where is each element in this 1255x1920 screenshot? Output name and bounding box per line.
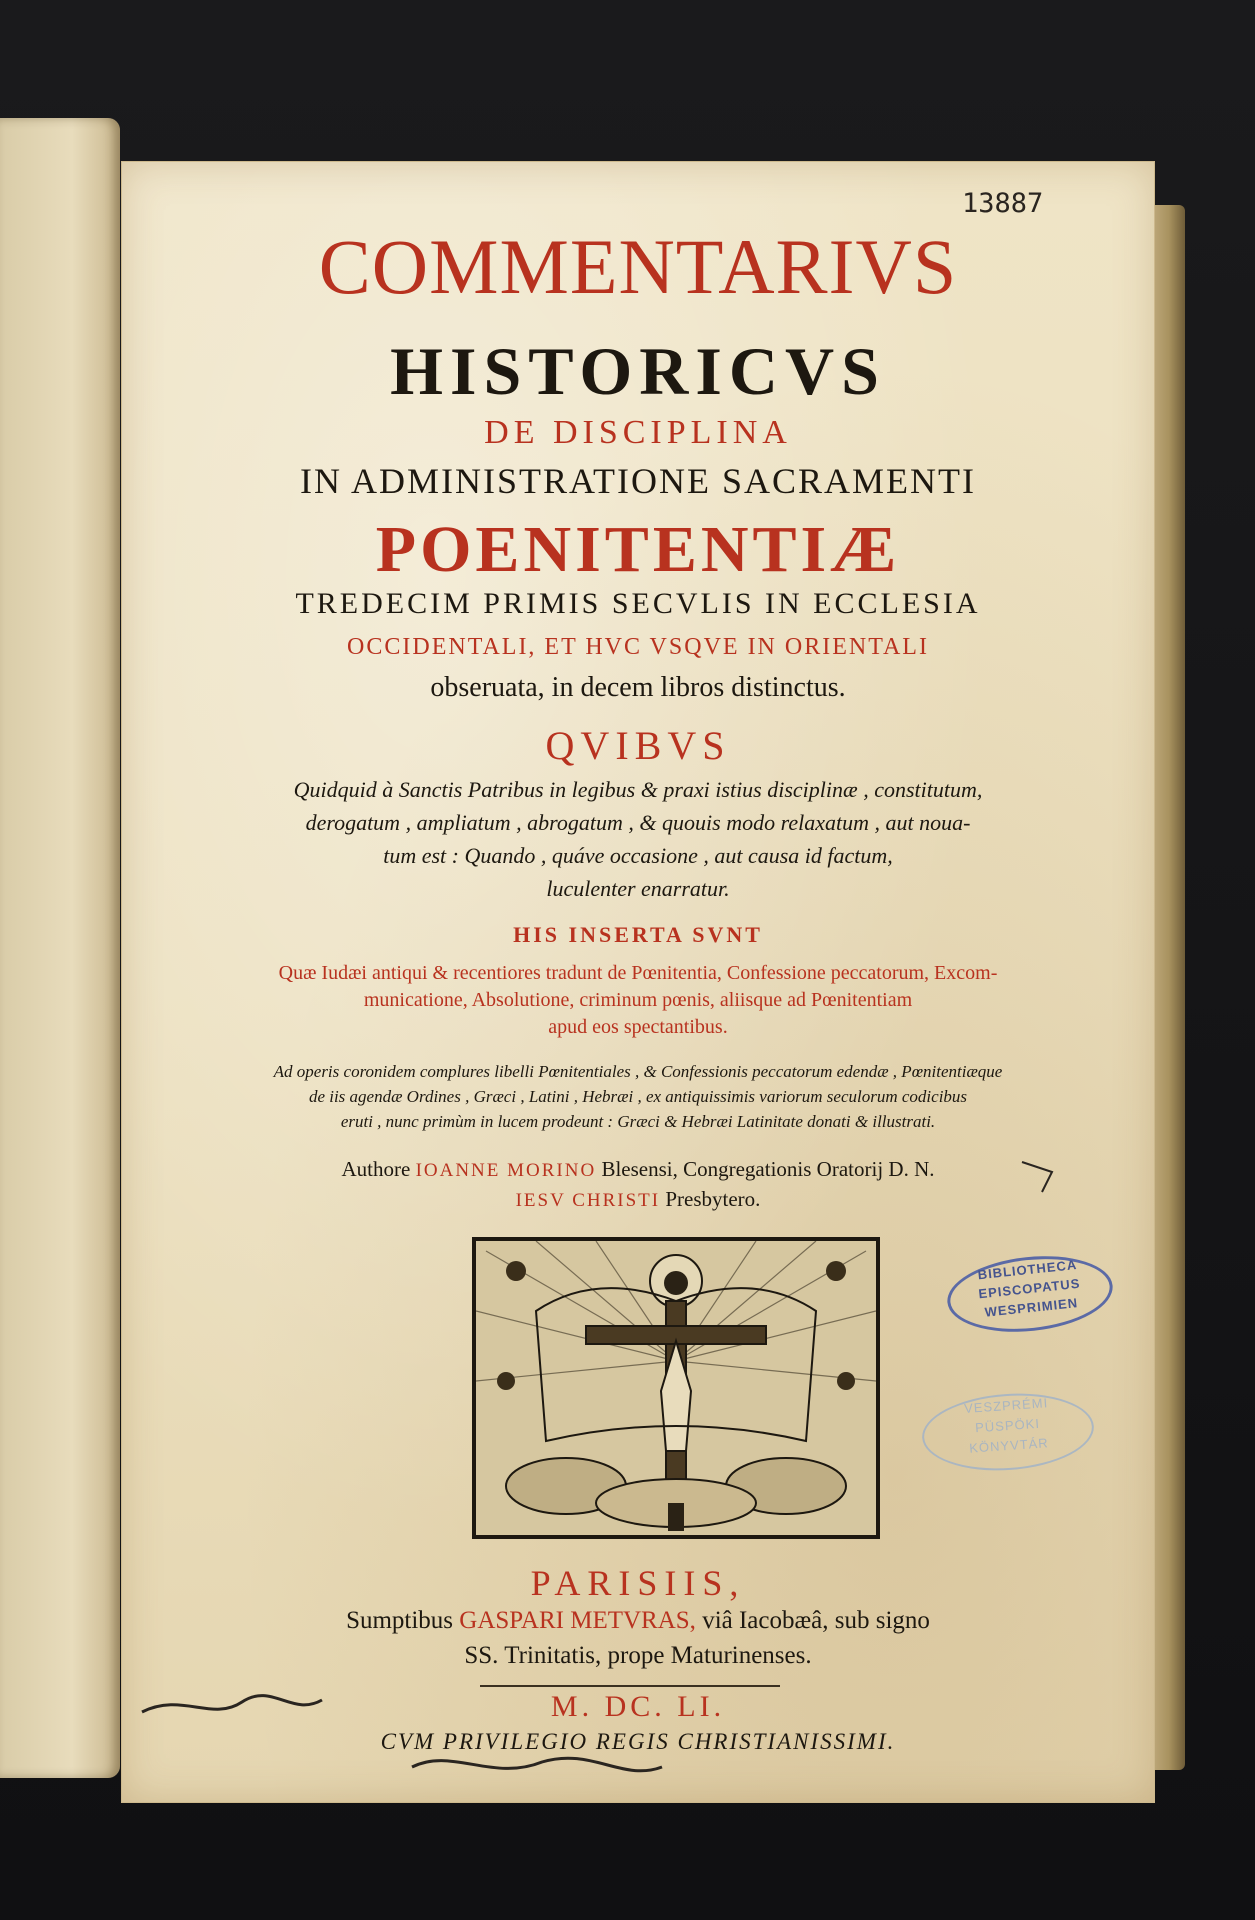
stamp-line: PÜSPÖKI (974, 1415, 1041, 1436)
title-line-2: HISTORICVS (390, 333, 886, 409)
trinity-woodcut-image (472, 1237, 880, 1539)
inserta-line: Quæ Iudæi antiqui & recentiores tradunt de Pœnitentia, Confessione peccatorum, Excom- (278, 962, 998, 984)
quibus-line: luculenter enarratur. (546, 876, 730, 901)
title-page (122, 162, 1154, 1802)
divider-rule (480, 1685, 780, 1687)
title-line-5: POENITENTIÆ (375, 513, 901, 586)
inserta-line: municatione, Absolutione, criminum pœnis, aliisque ad Pœnitentiam (363, 989, 913, 1011)
privilege-line: CVM PRIVILEGIO REGIS CHRISTIANISSIMI. (380, 1729, 896, 1754)
title-line-6: TREDECIM PRIMIS SECVLIS IN ECCLESIA (295, 587, 981, 620)
author-prefix: Authore (341, 1157, 411, 1181)
imprint-line-1 (122, 1607, 1154, 1635)
title-line-1: COMMENTARIVS (318, 223, 958, 310)
author-line-1 (122, 1157, 1154, 1182)
stamp-line: EPISCOPATUS (977, 1275, 1082, 1302)
facing-page-edge (0, 118, 120, 1778)
quibus-heading: QVIBVS (545, 723, 731, 768)
quibus-line: Quidquid à Sanctis Patribus in legibus & praxi istius disciplinæ , constitutum, (293, 777, 983, 802)
author-line-2 (122, 1187, 1154, 1212)
author-name: IOANNE MORINO (415, 1160, 597, 1181)
appendix-line: Ad operis coronidem complures libelli Pœnitentiales , & Confessionis peccatorum edendæ , Pœnitentiæque (273, 1062, 1003, 1081)
stamp-line: VESZPRÉMI (963, 1395, 1049, 1416)
author-suffix: Blesensi, Congregationis Oratorij D. N. (601, 1157, 935, 1181)
imprint-publisher: GASPARI METVRAS, (459, 1607, 696, 1634)
appendix-line: eruti , nunc primùm in lucem prodeunt : Græci & Hebræi Latinitate donati & illustrati. (340, 1112, 936, 1131)
quibus-line: derogatum , ampliatum , abrogatum , & quouis modo relaxatum , aut noua- (305, 810, 971, 835)
author-name-2: IESV CHRISTI (515, 1190, 661, 1211)
imprint-line-2: SS. Trinitatis, prope Maturinenses. (464, 1642, 812, 1669)
imprint-year: M. DC. LI. (550, 1690, 726, 1723)
title-line-4: IN ADMINISTRATIONE SACRAMENTI (300, 461, 976, 501)
shelfmark-number: 13887 (962, 188, 1044, 219)
inserta-heading: HIS INSERTA SVNT (513, 922, 763, 947)
quibus-line: tum est : Quando , quáve occasione , aut causa id factum, (383, 843, 893, 868)
inserta-line: apud eos spectantibus. (548, 1016, 728, 1038)
stamp-line: BIBLIOTHECA (977, 1256, 1078, 1283)
imprint-suffix: viâ Iacobæâ, sub signo (702, 1607, 930, 1634)
title-line-3: DE DISCIPLINA (484, 414, 792, 451)
stamp-line: KÖNYVTÁR (968, 1435, 1050, 1456)
appendix-line: de iis agendæ Ordines , Græci , Latini , Hebræi , ex antiquissimis variorum seculorum codicibus (308, 1087, 968, 1106)
imprint-city: PARISIIS, (530, 1563, 746, 1603)
title-line-7: OCCIDENTALI, ET HVC VSQVE IN ORIENTALI (347, 634, 929, 660)
title-line-8: obseruata, in decem libros distinctus. (430, 672, 846, 703)
faded-library-stamp (920, 1388, 1097, 1476)
library-stamp (944, 1249, 1117, 1340)
author-suffix-2: Presbytero. (665, 1187, 761, 1211)
stamp-line: WESPRIMIEN (983, 1295, 1079, 1320)
imprint-prefix: Sumptibus (346, 1607, 454, 1634)
